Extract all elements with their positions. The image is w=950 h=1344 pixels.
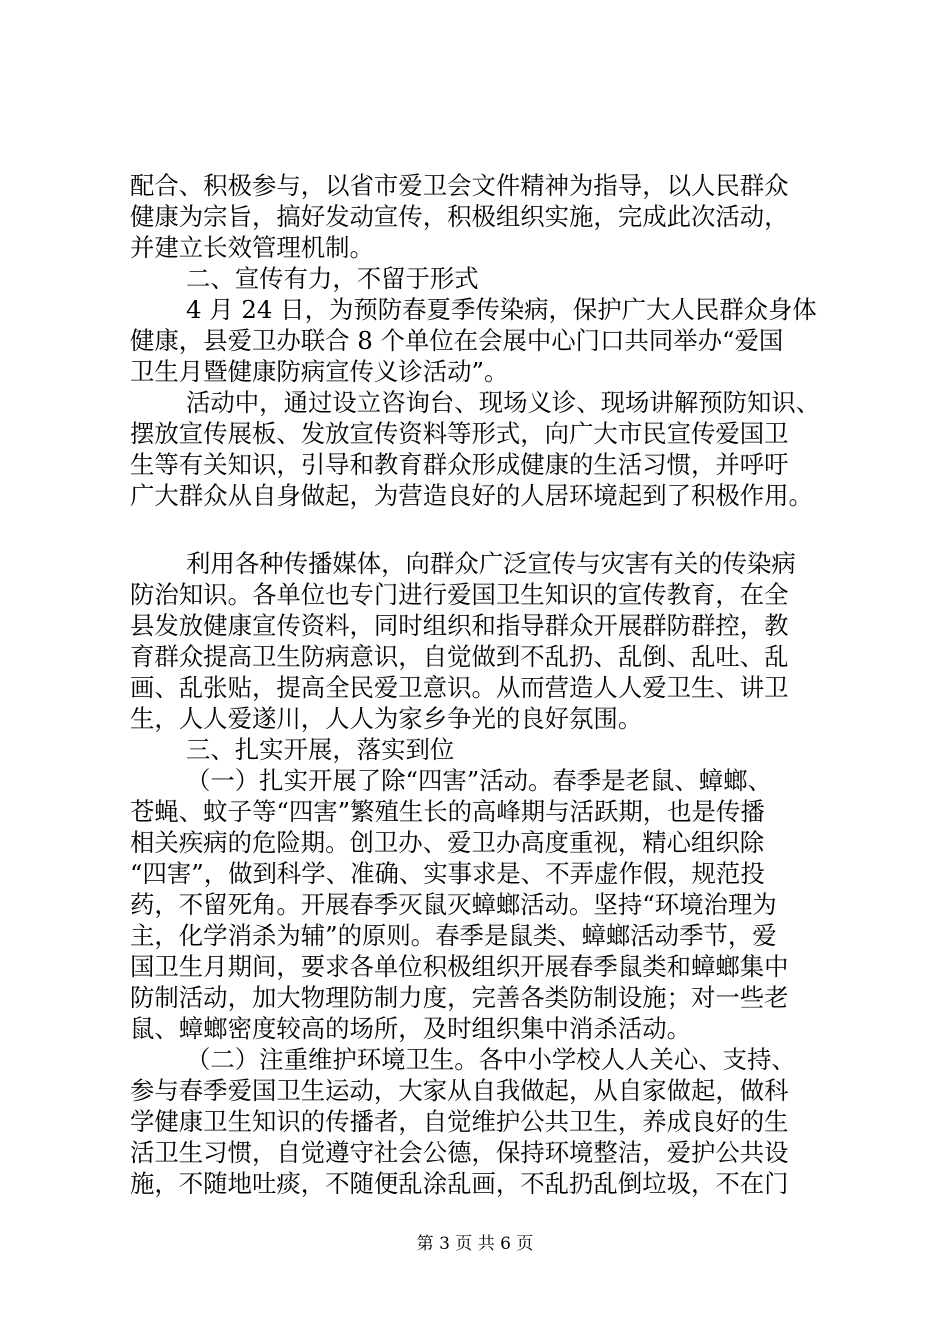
text-line: 配合、积极参与，以省市爱卫会文件精神为指导，以人民群众 xyxy=(130,171,789,200)
text-line: 4 月 24 日，为预防春夏季传染病，保护广大人民群众身体 xyxy=(186,295,817,324)
paragraph xyxy=(130,765,842,1044)
text-line: 活卫生习惯，自觉遵守社会公德，保持环境整洁，爱护公共设 xyxy=(130,1138,789,1167)
text-line: 生等有关知识，引导和教育群众形成健康的生活习惯，并呼吁 xyxy=(130,450,789,479)
paragraph xyxy=(130,1044,842,1199)
text-line: 学健康卫生知识的传播者，自觉维护公共卫生，养成良好的生 xyxy=(130,1107,789,1136)
page-footer: 第 3 页 共 6 页 xyxy=(416,1234,534,1254)
text-line: （二）注重维护环境卫生。各中小学校人人关心、支持、 xyxy=(186,1045,796,1074)
text-line: 参与春季爱国卫生运动，大家从自我做起，从自家做起，做科 xyxy=(130,1076,789,1105)
text-line: 防治知识。各单位也专门进行爱国卫生知识的宣传教育，在全 xyxy=(130,580,789,609)
paragraph-gap xyxy=(130,511,842,548)
text-line: 生，人人爱遂川，人人为家乡争光的良好氛围。 xyxy=(130,704,643,733)
text-line: 药，不留死角。开展春季灭鼠灭蟑螂活动。坚持“环境治理为 xyxy=(130,890,777,919)
text-line: 健康，县爱卫办联合 8 个单位在会展中心门口共同举办“爱国 xyxy=(130,326,784,355)
text-line: 卫生月暨健康防病宣传义诊活动”。 xyxy=(130,357,509,386)
paragraph xyxy=(130,170,842,263)
text-line: （一）扎实开展了除“四害”活动。春季是老鼠、蟑螂、 xyxy=(186,766,772,795)
text-line: 健康为宗旨，搞好发动宣传，积极组织实施，完成此次活动， xyxy=(130,202,789,231)
text-line: 国卫生月期间，要求各单位积极组织开展春季鼠类和蟑螂集中 xyxy=(130,952,789,981)
heading-text: 二、宣传有力，不留于形式 xyxy=(186,264,479,293)
text-line: 摆放宣传展板、发放宣传资料等形式，向广大市民宣传爱国卫 xyxy=(130,419,789,448)
text-line: 利用各种传播媒体，向群众广泛宣传与灾害有关的传染病 xyxy=(186,549,796,578)
paragraph xyxy=(130,294,842,387)
text-line: 相关疾病的危险期。创卫办、爱卫办高度重视，精心组织除 xyxy=(130,828,765,857)
text-line: 鼠、蟑螂密度较高的场所，及时组织集中消杀活动。 xyxy=(130,1014,691,1043)
paragraph xyxy=(130,548,842,734)
text-line: 广大群众从自身做起，为营造良好的人居环境起到了积极作用。 xyxy=(130,481,813,510)
heading-text: 三、扎实开展，落实到位 xyxy=(186,735,455,764)
text-line: 施，不随地吐痰，不随便乱涂乱画，不乱扔乱倒垃圾，不在门 xyxy=(130,1169,789,1198)
text-line: 活动中，通过设立咨询台、现场义诊、现场讲解预防知识、 xyxy=(186,388,821,417)
section-heading xyxy=(130,734,842,765)
text-line: “四害”，做到科学、准确、实事求是、不弄虚作假，规范投 xyxy=(130,859,765,888)
text-line: 育群众提高卫生防病意识，自觉做到不乱扔、乱倒、乱吐、乱 xyxy=(130,642,789,671)
text-line: 并建立长效管理机制。 xyxy=(130,233,374,262)
text-line: 防制活动，加大物理防制力度，完善各类防制设施；对一些老 xyxy=(130,983,789,1012)
document-body xyxy=(130,170,842,1199)
text-line: 县发放健康宣传资料，同时组织和指导群众开展群防群控，教 xyxy=(130,611,789,640)
section-heading xyxy=(130,263,842,294)
text-line: 苍蝇、蚊子等“四害”繁殖生长的高峰期与活跃期，也是传播 xyxy=(130,797,765,826)
paragraph xyxy=(130,387,842,511)
text-line: 画、乱张贴，提高全民爱卫意识。从而营造人人爱卫生、讲卫 xyxy=(130,673,789,702)
text-line: 主，化学消杀为辅”的原则。春季是鼠类、蟑螂活动季节，爱 xyxy=(130,921,777,950)
